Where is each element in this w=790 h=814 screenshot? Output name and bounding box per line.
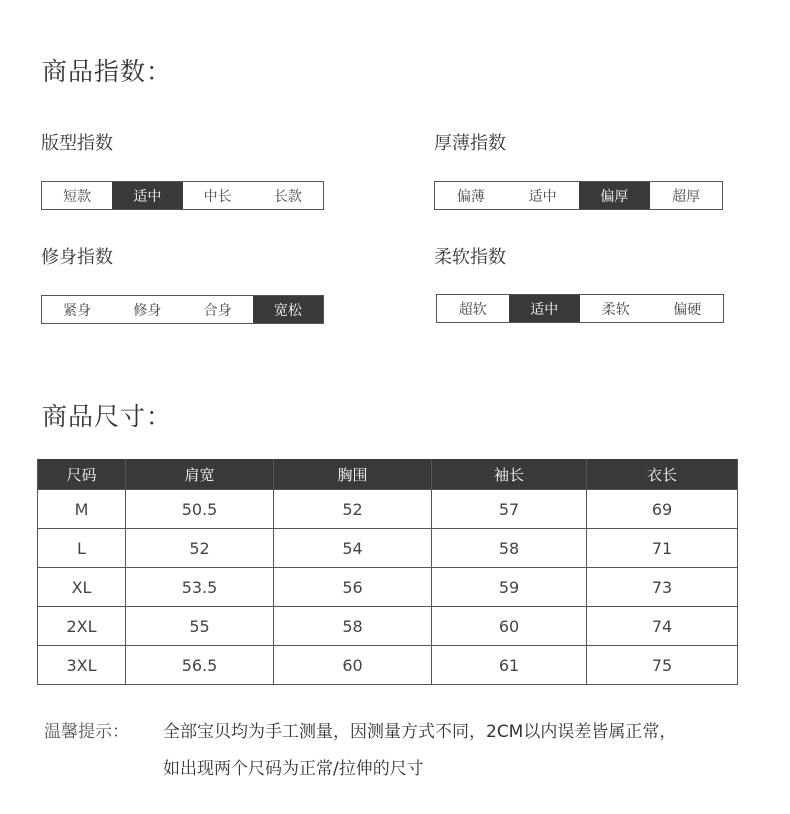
tip-text-line2: 如出现两个尺码为正常/拉伸的尺寸	[163, 759, 424, 779]
table-row	[38, 490, 738, 529]
table-cell: 56	[274, 568, 432, 607]
table-cell: L	[38, 529, 126, 568]
table-cell: 61	[432, 646, 587, 685]
slim-index-scale	[41, 295, 324, 324]
table-row	[38, 607, 738, 646]
slim-option: 合身	[203, 302, 232, 319]
size-table-header	[38, 459, 738, 490]
softness-option: 适中	[509, 295, 581, 322]
table-cell: 74	[587, 607, 738, 646]
size-section-title: 商品尺寸：	[42, 402, 173, 431]
softness-index-scale	[436, 294, 724, 323]
table-cell: 60	[274, 646, 432, 685]
table-cell: 50.5	[126, 490, 274, 529]
table-cell: 58	[274, 607, 432, 646]
table-cell: 2XL	[38, 607, 126, 646]
table-cell: 52	[126, 529, 274, 568]
slim-index-title: 修身指数	[41, 247, 113, 268]
table-cell: 53.5	[126, 568, 274, 607]
table-cell: 54	[274, 529, 432, 568]
softness-option: 柔软	[601, 301, 630, 318]
table-row	[38, 646, 738, 685]
softness-option: 超软	[458, 301, 487, 318]
table-row	[38, 529, 738, 568]
header-cell: 衣长	[587, 459, 738, 490]
table-cell: 57	[432, 490, 587, 529]
thickness-index-title: 厚薄指数	[434, 133, 506, 154]
table-cell: 75	[587, 646, 738, 685]
table-cell: M	[38, 490, 126, 529]
table-cell: 71	[587, 529, 738, 568]
thickness-option: 偏薄	[456, 188, 485, 205]
thickness-option: 适中	[528, 188, 557, 205]
slim-option: 宽松	[253, 296, 323, 323]
table-cell: 52	[274, 490, 432, 529]
table-cell: 55	[126, 607, 274, 646]
table-row	[38, 568, 738, 607]
header-cell: 袖长	[432, 459, 587, 490]
header-cell: 肩宽	[126, 459, 274, 490]
fit-option: 中长	[203, 188, 232, 205]
table-cell: XL	[38, 568, 126, 607]
thickness-option: 偏厚	[579, 182, 651, 209]
table-cell: 56.5	[126, 646, 274, 685]
thickness-index-scale	[434, 181, 723, 210]
table-cell: 73	[587, 568, 738, 607]
table-cell: 59	[432, 568, 587, 607]
table-cell: 69	[587, 490, 738, 529]
header-cell: 尺码	[38, 459, 126, 490]
table-cell: 60	[432, 607, 587, 646]
size-table	[37, 459, 738, 685]
softness-option: 偏硬	[673, 301, 702, 318]
table-cell: 3XL	[38, 646, 126, 685]
slim-option: 紧身	[63, 302, 92, 319]
tip-label: 温馨提示：	[44, 722, 129, 742]
fit-index-scale	[41, 181, 324, 210]
fit-option: 长款	[273, 188, 302, 205]
table-cell: 58	[432, 529, 587, 568]
softness-index-title: 柔软指数	[434, 247, 506, 268]
fit-index-title: 版型指数	[41, 133, 113, 154]
slim-option: 修身	[133, 302, 162, 319]
fit-option: 适中	[112, 182, 182, 209]
header-cell: 胸围	[274, 459, 432, 490]
fit-option: 短款	[63, 188, 92, 205]
tip-text-line1: 全部宝贝均为手工测量，因测量方式不同，2CM以内误差皆属正常，	[163, 722, 677, 742]
index-section-title: 商品指数：	[42, 57, 173, 86]
thickness-option: 超厚	[672, 188, 701, 205]
